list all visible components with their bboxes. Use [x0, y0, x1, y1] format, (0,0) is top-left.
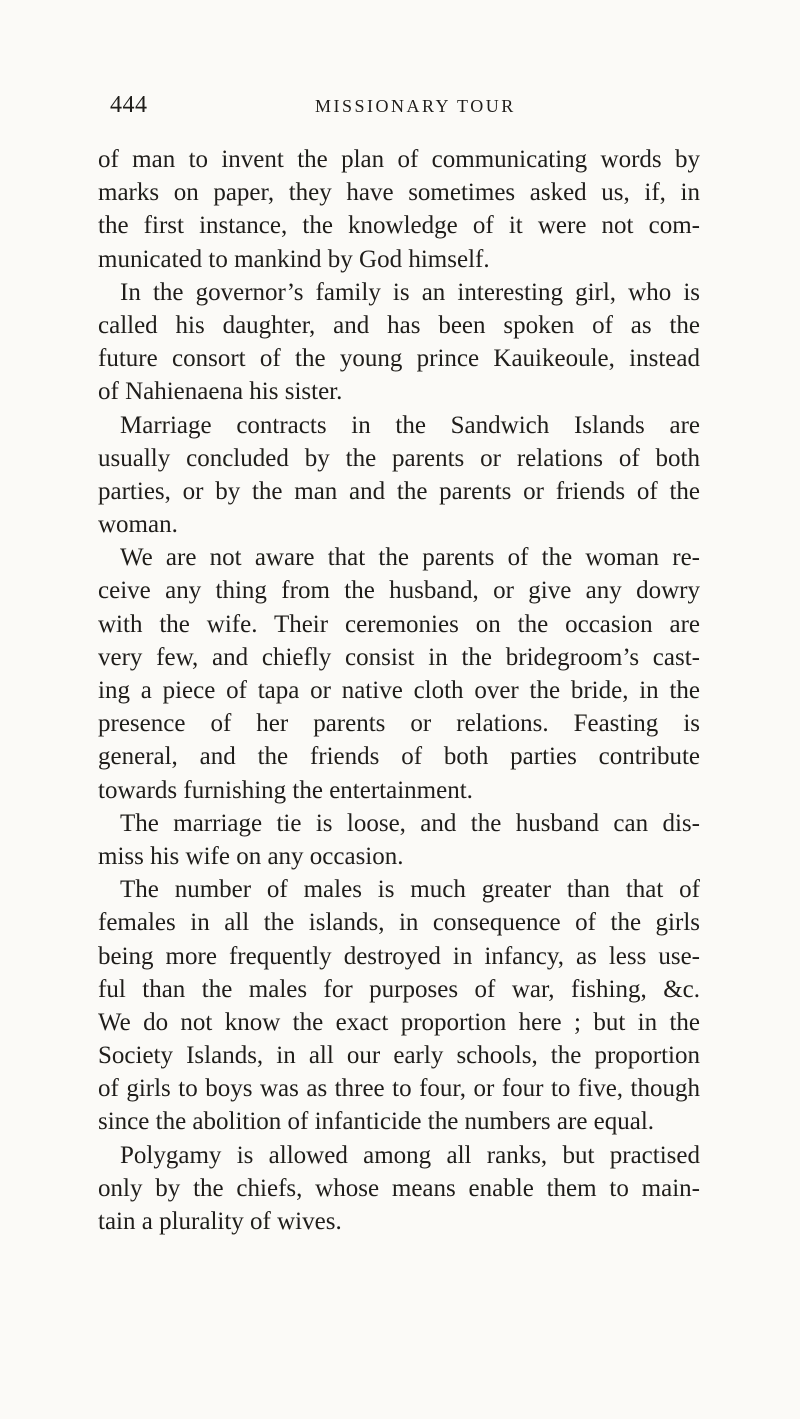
text-line: ceive any thing from the husband, or give any dowry [98, 577, 700, 605]
text-line: with the wife. Their ceremonies on the occasion are [98, 610, 700, 638]
page-number: 444 [110, 92, 148, 118]
text-line: We do not know the exact proportion here ; but in the [98, 1008, 700, 1036]
text-line: called his daughter, and has been spoken of as the [98, 311, 700, 339]
text-line: only by the chiefs, whose means enable them to main- [98, 1174, 700, 1202]
text-line: ing a piece of tapa or native cloth over the bride, in the [98, 677, 700, 704]
text-line: the first instance, the knowledge of it were not com- [98, 212, 700, 240]
text-line: We are not aware that the parents of the woman re- [120, 544, 700, 572]
text-line: of man to invent the plan of communicating words by [98, 146, 700, 173]
text-line: municated to mankind by God himself. [98, 245, 490, 273]
running-title: MISSIONARY TOUR [315, 96, 516, 116]
text-line: general, and the friends of both parties contribute [98, 743, 700, 771]
text-line: ful than the males for purposes of war, fishing, &c. [98, 975, 700, 1003]
text-line: females in all the islands, in consequence of the girls [98, 909, 700, 937]
text-line: The number of males is much greater than that of [120, 876, 700, 904]
text-line: very few, and chiefly consist in the bridegroom’s cast- [98, 643, 700, 671]
text-line: parties, or by the man and the parents or friends of the [98, 477, 700, 505]
text-line: miss his wife on any occasion. [98, 842, 404, 870]
text-line: future consort of the young prince Kauikeoule, instead [98, 345, 700, 373]
text-line: In the governor’s family is an interesting girl, who is [120, 278, 700, 306]
text-line: of Nahienaena his sister. [98, 378, 343, 406]
text-line: towards furnishing the entertainment. [98, 776, 473, 804]
text-line: Marriage contracts in the Sandwich Islands are [120, 411, 700, 439]
text-line: of girls to boys was as three to four, or four to five, though [98, 1075, 700, 1103]
text-line: since the abolition of infanticide the numbers are equal. [98, 1108, 655, 1136]
text-line: tain a plurality of wives. [98, 1208, 342, 1235]
text-line: being more frequently destroyed in infancy, as less use- [98, 942, 700, 970]
running-head [110, 92, 700, 122]
text-line: marks on paper, they have sometimes asked us, if, in [98, 179, 700, 207]
text-line: The marriage tie is loose, and the husband can dis- [120, 809, 700, 837]
text-line: Society Islands, in all our early schools, the proportion [98, 1042, 700, 1070]
text-line: usually concluded by the parents or relations of both [98, 444, 700, 472]
body-text [98, 143, 700, 1238]
text-line: presence of her parents or relations. Feasting is [98, 710, 700, 738]
text-line: Polygamy is allowed among all ranks, but practised [120, 1141, 700, 1169]
text-line: woman. [98, 511, 178, 539]
